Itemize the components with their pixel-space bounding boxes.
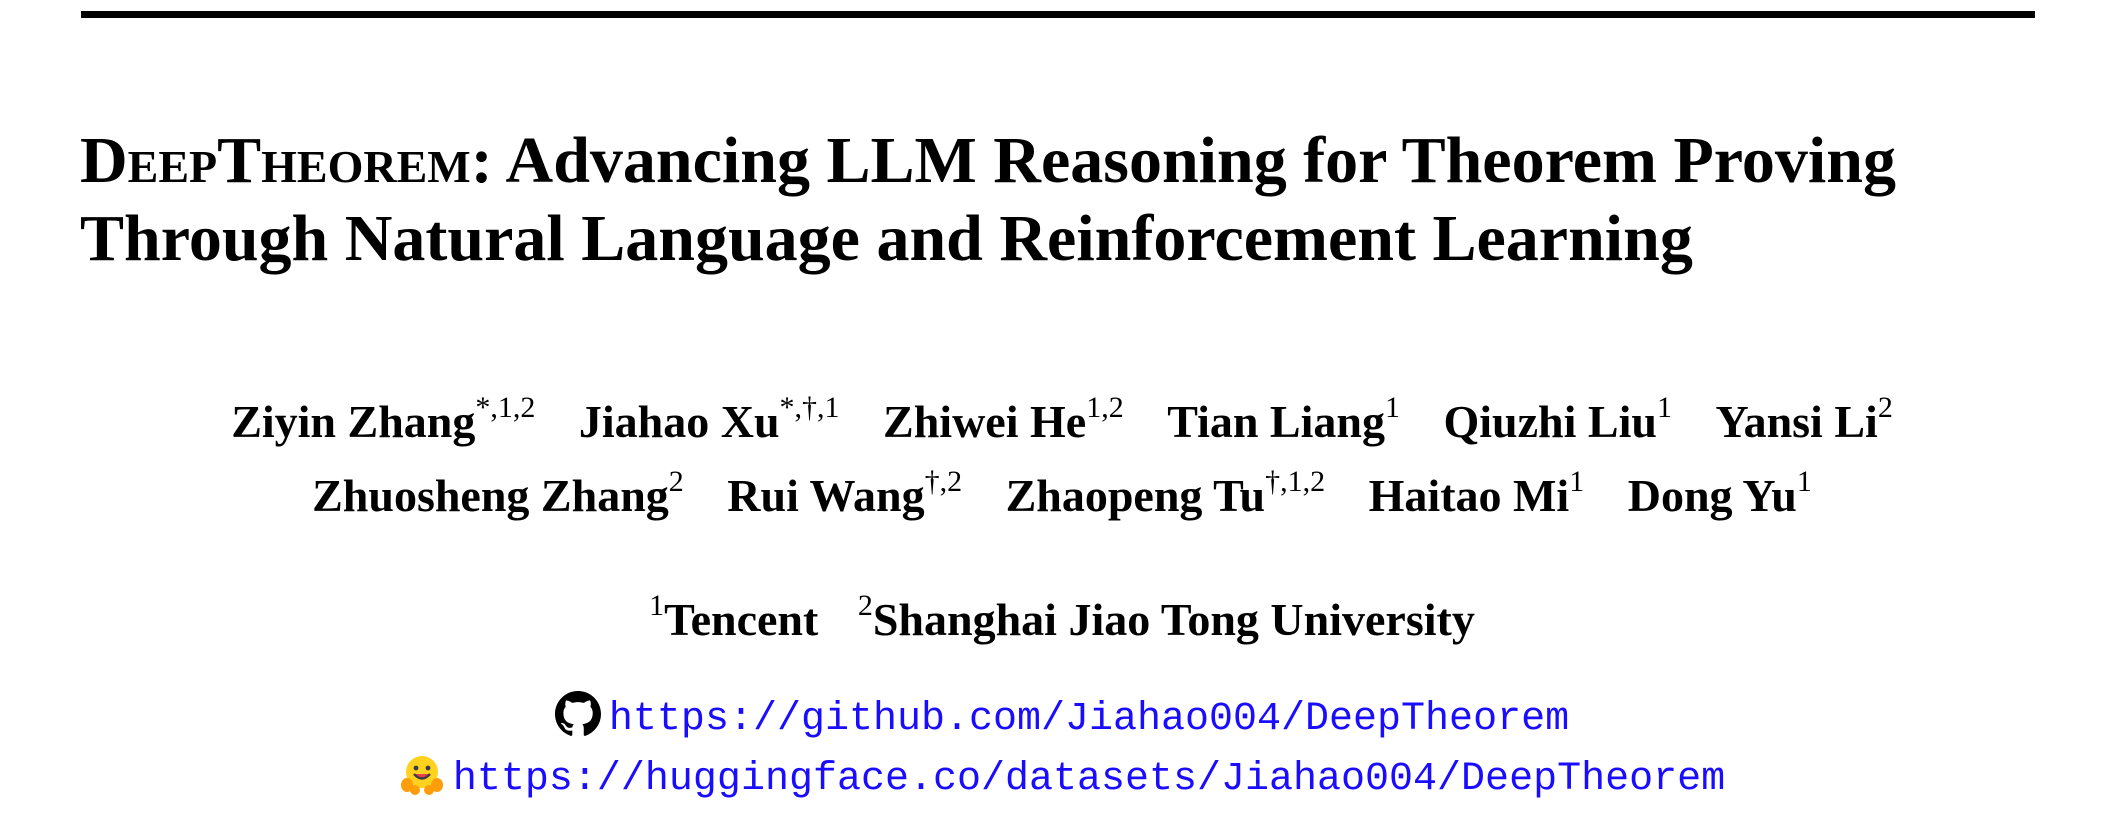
affiliation — [649, 589, 819, 645]
author-marks: 2 — [1877, 391, 1893, 424]
huggingface-link[interactable]: https://huggingface.co/datasets/Jiahao004/DeepTheorem — [452, 757, 1726, 802]
affiliation — [857, 589, 1475, 645]
author — [231, 391, 536, 447]
github-icon — [555, 691, 601, 737]
author-name: Tian Liang — [1167, 396, 1385, 447]
author-name: Zhaopeng Tu — [1005, 470, 1266, 521]
author — [727, 465, 963, 521]
affiliation-list — [0, 590, 2124, 650]
author-name: Dong Yu — [1627, 470, 1797, 521]
author — [883, 391, 1124, 447]
affiliation-number: 2 — [857, 589, 873, 622]
author-marks: †,1,2 — [1265, 465, 1326, 498]
author — [1005, 465, 1326, 521]
github-link-row — [0, 690, 2124, 750]
title-line-1-rest: : Advancing LLM Reasoning for Theorem Proving — [470, 124, 1896, 197]
author-name: Jiahao Xu — [578, 396, 780, 447]
affiliation-name: Shanghai Jiao Tong University — [872, 594, 1475, 645]
title-line-1 — [80, 122, 2060, 200]
author — [1167, 391, 1400, 447]
author-row-1 — [0, 385, 2124, 459]
author-marks: 2 — [668, 465, 684, 498]
author-marks: †,2 — [924, 465, 963, 498]
author-name: Zhuosheng Zhang — [312, 470, 669, 521]
author-row-2 — [0, 459, 2124, 533]
author-marks: 1 — [1384, 391, 1400, 424]
author — [1715, 391, 1893, 447]
github-link[interactable]: https://github.com/Jiahao004/DeepTheorem — [608, 697, 1570, 742]
author — [1368, 465, 1585, 521]
affiliation-number: 1 — [649, 589, 665, 622]
author-marks: 1 — [1796, 465, 1812, 498]
author-marks: 1 — [1569, 465, 1585, 498]
author-marks: 1,2 — [1086, 391, 1124, 424]
author-name: Qiuzhi Liu — [1443, 396, 1657, 447]
author-list — [0, 385, 2124, 533]
top-rule — [81, 11, 2035, 18]
huggingface-link-row — [0, 750, 2124, 810]
author — [312, 465, 684, 521]
affiliation-name: Tencent — [664, 594, 819, 645]
author — [1627, 465, 1812, 521]
author — [1443, 391, 1672, 447]
author-name: Yansi Li — [1715, 396, 1878, 447]
author-marks: *,1,2 — [475, 391, 536, 424]
author-name: Ziyin Zhang — [231, 396, 476, 447]
author — [578, 391, 840, 447]
author-name: Zhiwei He — [883, 396, 1087, 447]
author-name: Haitao Mi — [1368, 470, 1570, 521]
hugging-face-icon — [399, 751, 445, 797]
title-line-2: Through Natural Language and Reinforcement Learning — [80, 202, 1693, 275]
paper-title — [80, 122, 2060, 278]
resource-links — [0, 690, 2124, 810]
author-marks: *,†,1 — [779, 391, 840, 424]
author-name: Rui Wang — [727, 470, 925, 521]
author-marks: 1 — [1656, 391, 1672, 424]
title-name: DeepTheorem — [80, 124, 471, 197]
